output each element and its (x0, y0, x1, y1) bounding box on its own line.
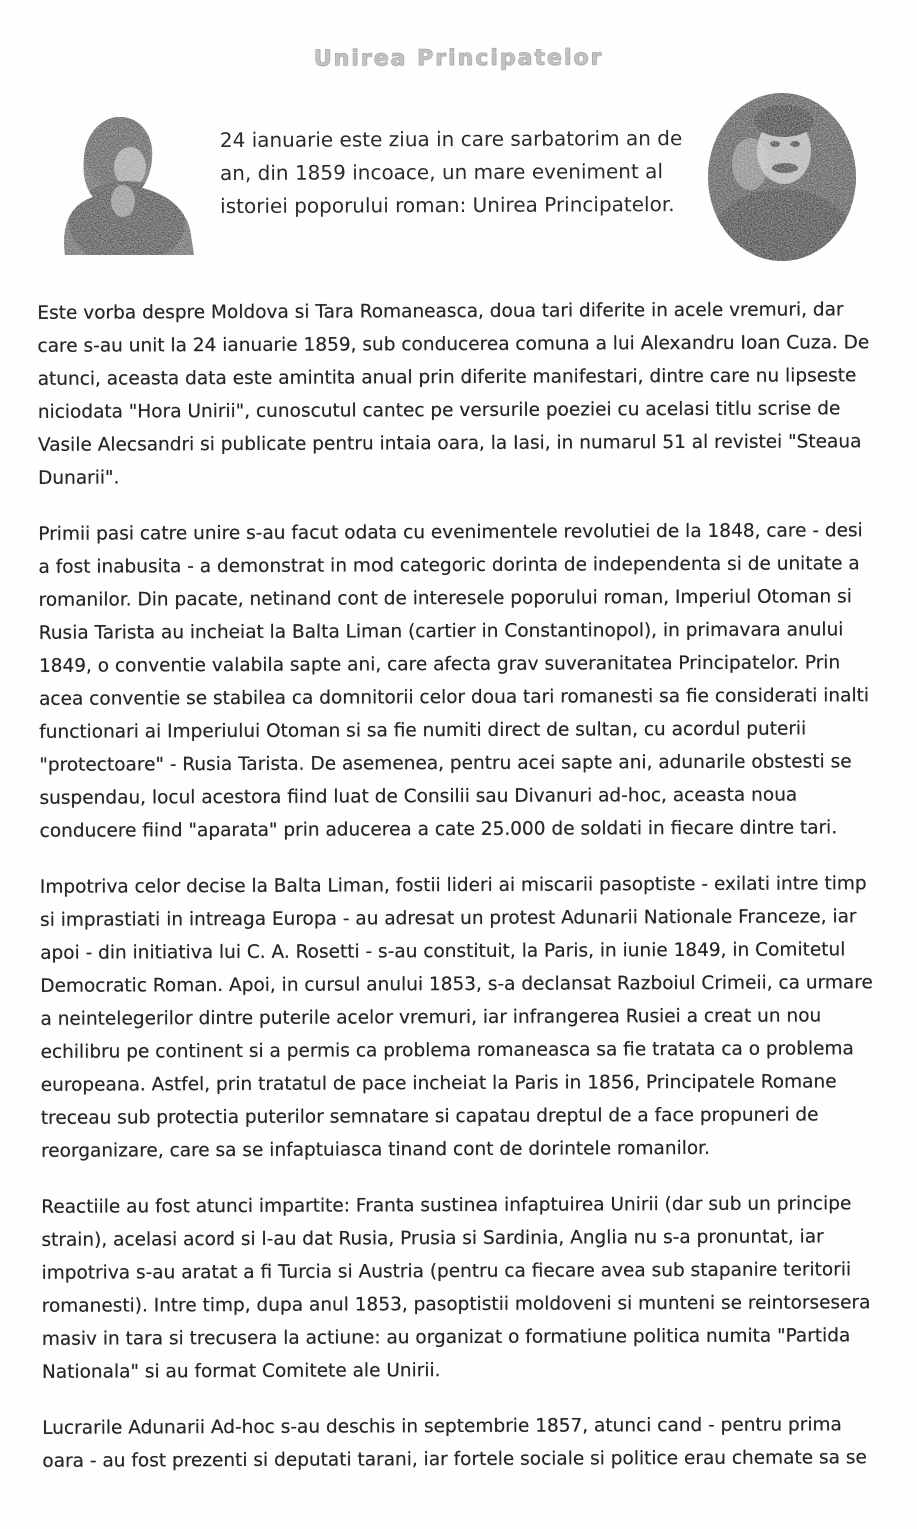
portrait-right-image (700, 89, 865, 278)
paragraph: Primii pasi catre unire s-au facut odata cu evenimentele revolutiei de la 1848, care - desi a fost inabusita - a demonstrat in mod categoric dorinta de independenta si de unitate a romanilor. Din pacate, netinand cont de interesele poporului roman, Imperiul Otoman si Rusia Tarista au incheiat la Balta Liman (cartier in Constantinopol), in primavara anului 1849, o conventie valabila sapte ani, care afecta grav suveranitatea Principatelor. Prin acea conventie se stabilea ca domnitorii celor doua tari romanesti sa fie considerati inalti functionari ai Imperiului Otoman si sa fie numiti direct de sultan, cu acordul puterii "protectoare" - Rusia Tarista. De asemenea, pentru acei sapte ani, adunarile obstesti se suspendau, locul acestora fiind luat de Consilii sau Divanuri ad-hoc, aceasta noua conducere fiind "aparata" prin aducerea a cate 25.000 de soldati in fiecare dintre tari. (38, 520, 870, 842)
paragraph: Lucrarile Adunarii Ad-hoc s-au deschis in septembrie 1857, atunci cand - pentru prima oara - au fost prezenti si deputati tarani, iar fortele sociale si politice erau chemate sa se (42, 1414, 867, 1472)
document-body (0, 293, 917, 1529)
paragraph: Este vorba despre Moldova si Tara Romaneasca, doua tari diferite in acele vremuri, dar care s-au unit la 24 ianuarie 1859, sub conducerea comuna a lui Alexandru Ioan Cuza. De atunci, aceasta data este amintita anual prin diferite manifestari, dintre care nu lipseste niciodata "Hora Unirii", cunoscutul cantec pe versurile poeziei cu acelasi titlu scrise de Vasile Alecsandri si publicate pentru intaia oara, la Iasi, in numarul 51 al revistei "Steaua Dunarii". (37, 299, 870, 489)
portrait-left-image (57, 105, 197, 259)
paragraph: Reactiile au fost atunci impartite: Franta sustinea infaptuirea Unirii (dar sub un principe strain), acelasi acord si l-au dat Rusia, Prusia si Sardinia, Anglia nu s-a pronuntat, iar impotriva s-au aratat a fi Turcia si Austria (pentru ca fiecare avea sub stapanire teritorii romanesti). Intre timp, dupa anul 1853, pasoptistii moldoveni si munteni se reintorsesera masiv in tara si trecusera la actiune: au organizat o formatiune politica numita "Partida Nationala" si au format Comitete ale Unirii. (41, 1193, 871, 1383)
paragraph: Impotriva celor decise la Balta Liman, fostii lideri ai miscarii pasoptiste - exilati intre timp si imprastiati in intreaga Europa - au adresat un protest Adunarii Nationale Franceze, iar apoi - din initiativa lui C. A. Rosetti - s-au constituit, la Paris, in iunie 1849, in Comitetul Democratic Roman. Apoi, in cursul anului 1853, s-a declansat Razboiul Crimeii, ca urmare a neintelegerilor dintre puterile acelor vremuri, iar infrangerea Rusiei a creat un nou echilibru pe continent si a permis ca problema romaneasca sa fie tratata ca o problema europeana. Astfel, prin tratatul de pace incheiat la Paris in 1856, Principatele Romane treceau sub protectia puterilor semnatare si capatau dreptul de a face propuneri de reorganizare, care sa se infaptuiasca tinand cont de dorintele romanilor. (39, 873, 873, 1162)
intro-text: 24 ianuarie este ziua in care sarbatorim an de an, din 1859 incoace, un mare eveniment al istoriei poporului roman: Unirea Principatelor. (219, 126, 683, 219)
page-title: Unirea Principatelor (313, 45, 604, 72)
document-header (0, 89, 917, 291)
